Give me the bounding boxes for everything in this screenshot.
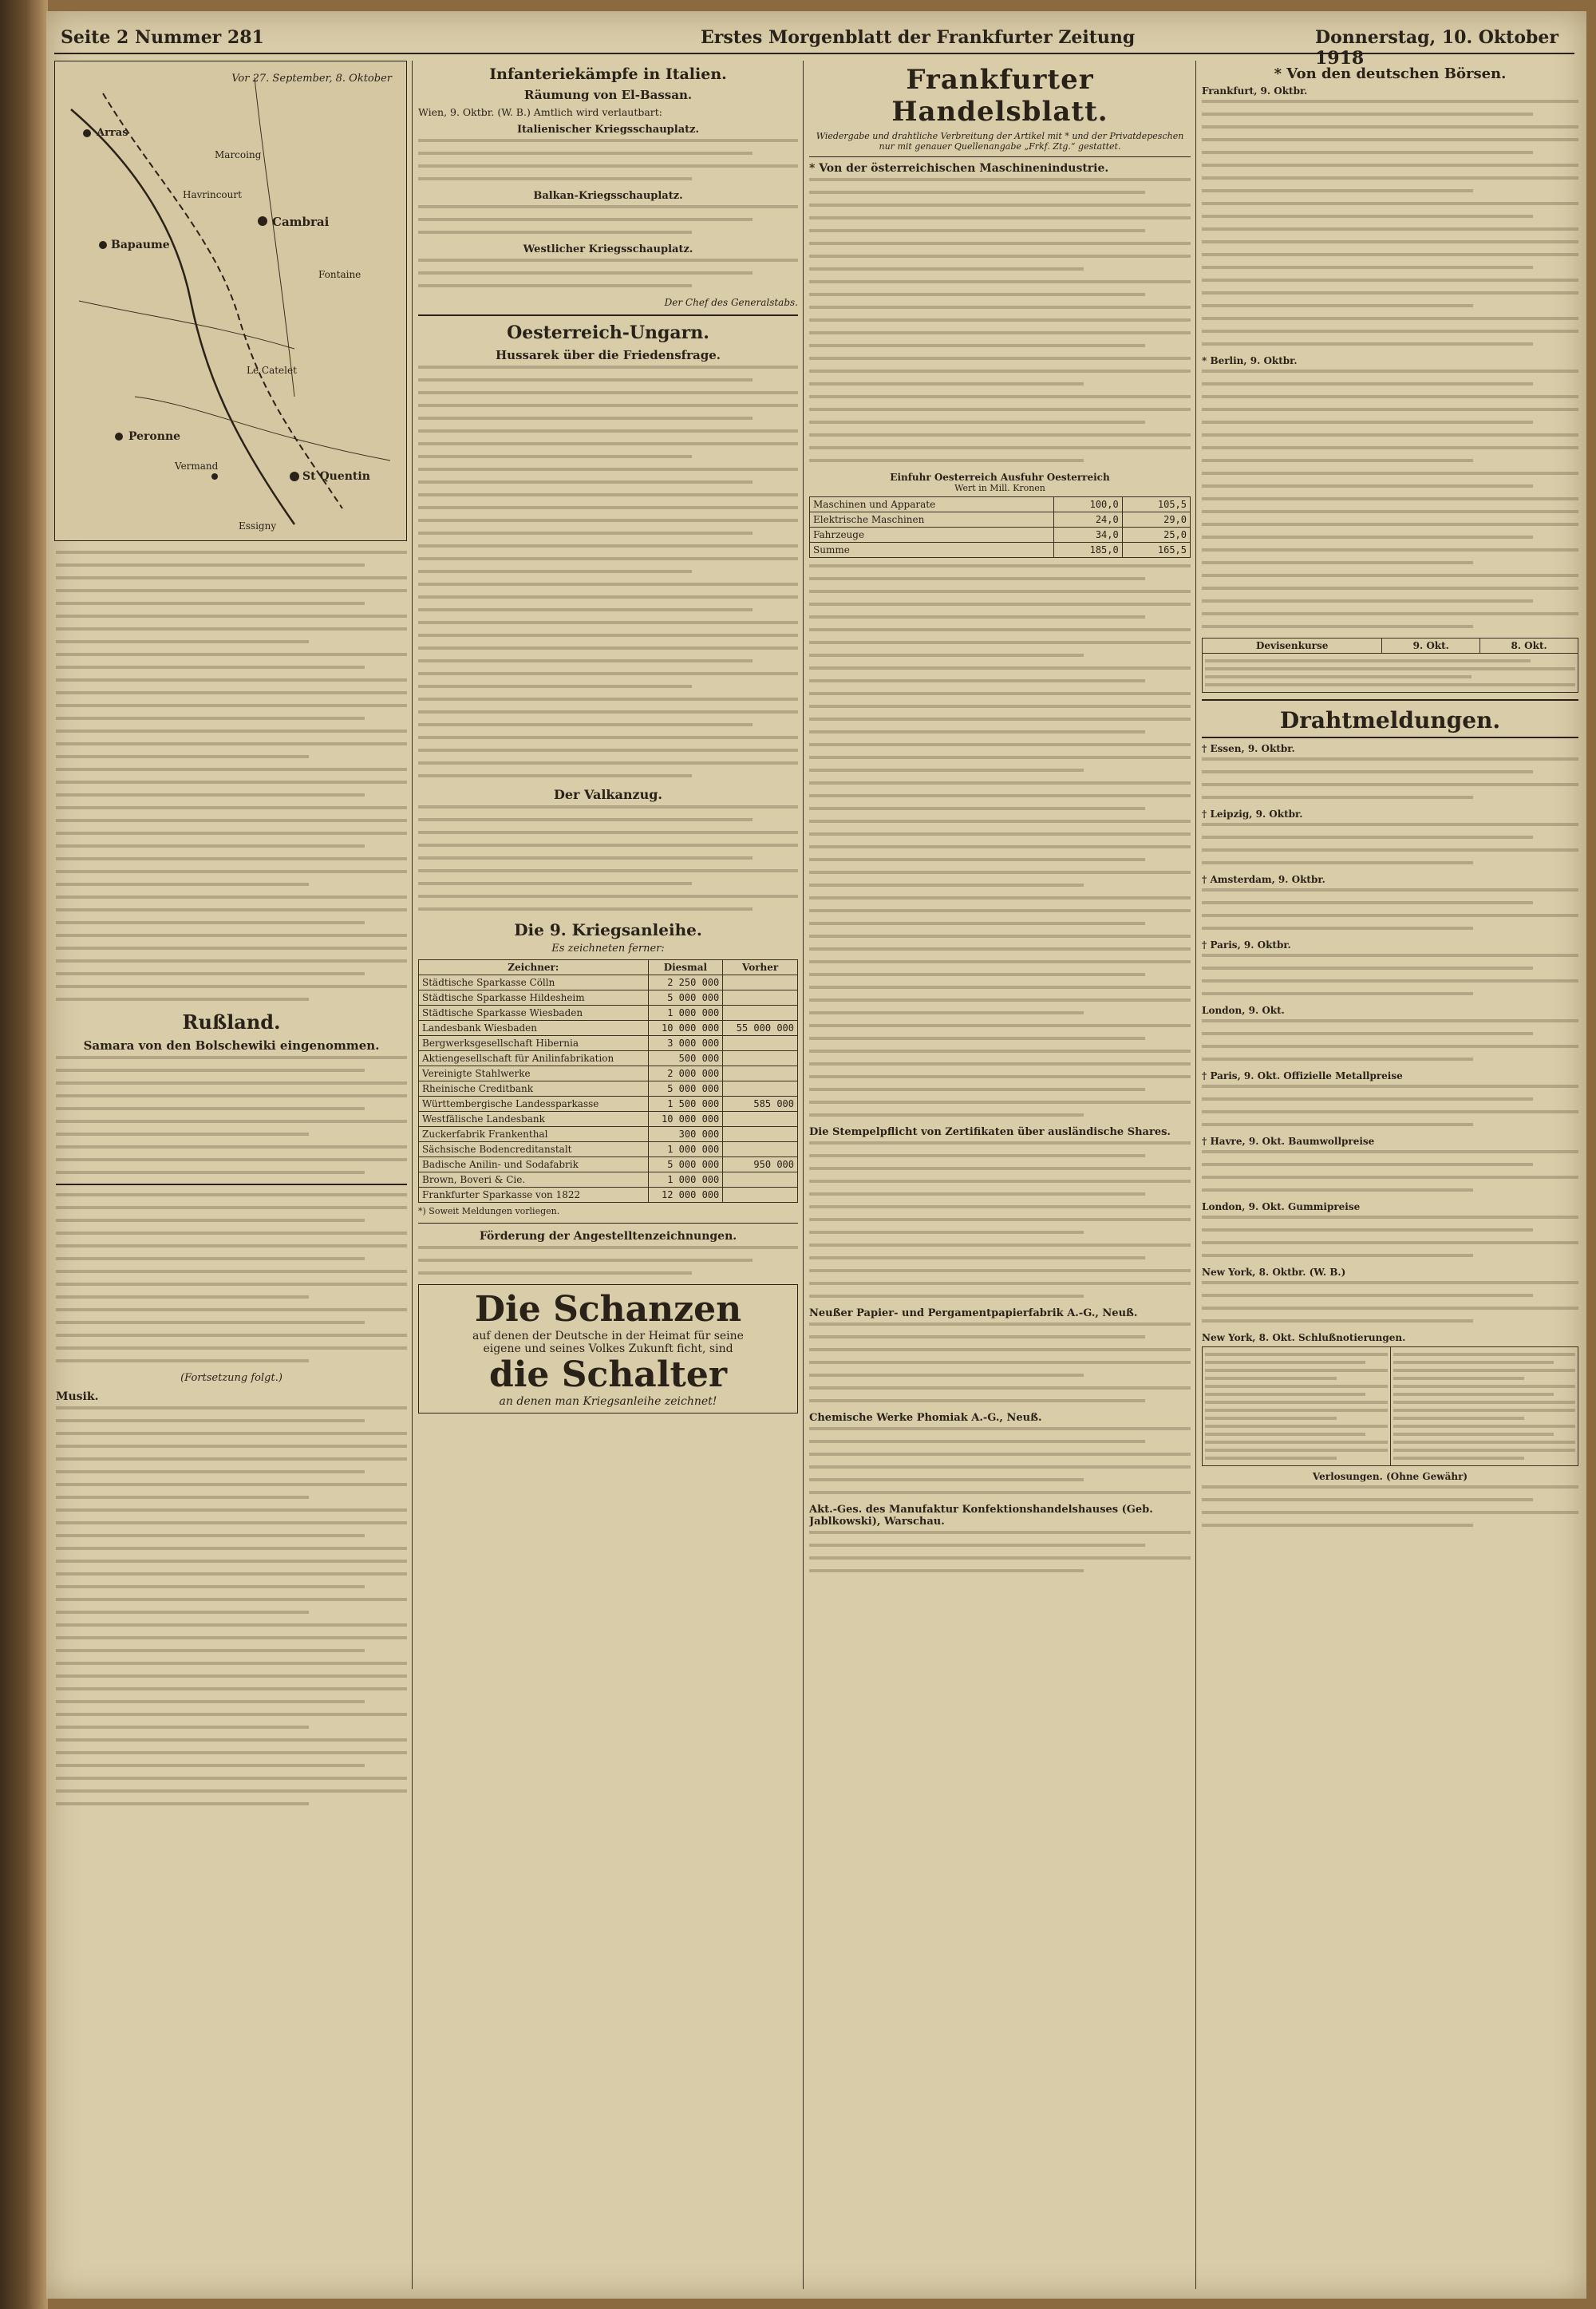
table-cell: 12 000 000 — [648, 1188, 723, 1203]
table-row — [419, 1097, 798, 1112]
table-cell: 1 000 000 — [648, 1006, 723, 1021]
article-body — [809, 1531, 1191, 1572]
loan-col-header: Diesmal — [648, 960, 723, 975]
advert-text: auf denen der Deutsche in der Heimat für seine — [472, 1330, 744, 1342]
dateline-frankfurt: Frankfurt, 9. Oktbr. — [1202, 85, 1308, 97]
article-title-papierfabrik: Neußer Papier- und Pergamentpapierfabrik A.-G., Neuß. — [809, 1307, 1138, 1319]
table-cell: Summe — [810, 543, 1054, 558]
loan-col-header: Zeichner: — [419, 960, 649, 975]
table-cell: 100,0 — [1054, 497, 1122, 512]
column-rule — [803, 61, 804, 2289]
wire-item-body — [1202, 1281, 1578, 1323]
map-label-le-catelet: Le Catelet — [247, 365, 297, 376]
closing-body — [1202, 1485, 1578, 1527]
war-loan-advert — [418, 1284, 798, 1413]
table-cell: 10 000 000 — [648, 1112, 723, 1127]
table-cell — [723, 1006, 798, 1021]
table-cell — [723, 1081, 798, 1097]
divider — [809, 156, 1191, 157]
table-cell: Städtische Sparkasse Hildesheim — [419, 990, 649, 1006]
column-rule — [412, 61, 413, 2289]
wire-item-body — [1202, 757, 1578, 799]
article-lead: Wien, 9. Oktbr. (W. B.) Amtlich wird verlautbart: — [418, 106, 663, 118]
table-cell: Bergwerksgesellschaft Hibernia — [419, 1036, 649, 1051]
table-cell — [723, 990, 798, 1006]
table-cell — [723, 1172, 798, 1188]
map-label-peronne: Peronne — [128, 430, 181, 443]
article-title-jablkowski: Akt.-Ges. des Manufaktur Konfektionshandelshauses (Geb. Jablkowski), Warschau. — [809, 1504, 1153, 1528]
column-2 — [418, 61, 798, 2289]
table-row — [419, 1127, 798, 1142]
section-west: Westlicher Kriegsschauplatz. — [523, 243, 693, 255]
music-body — [56, 1406, 407, 1805]
table-cell: Elektrische Maschinen — [810, 512, 1054, 528]
table-row — [419, 1006, 798, 1021]
article-body — [809, 1323, 1191, 1402]
article-title-balkanzug: Der Valkanzug. — [553, 787, 662, 802]
wire-item-body — [1202, 1085, 1578, 1126]
article-body — [418, 205, 798, 234]
loan-table-body — [419, 975, 798, 1203]
newspaper-page — [46, 11, 1586, 2299]
wire-item-body — [1202, 1150, 1578, 1192]
ny-closing-title: New York, 8. Okt. Schlußnotierungen. — [1202, 1332, 1406, 1343]
ny-table — [1202, 1346, 1578, 1466]
article-body — [1202, 100, 1578, 346]
book-binding — [0, 0, 48, 2309]
article-subtitle-hussarek: Hussarek über die Friedensfrage. — [495, 348, 721, 362]
wire-item-body — [1202, 888, 1578, 930]
handelsblatt-masthead: Frankfurter Handelsblatt. — [891, 64, 1108, 128]
table-cell: Landesbank Wiesbaden — [419, 1021, 649, 1036]
table-cell — [723, 1188, 798, 1203]
trade-table-title: Einfuhr Oesterreich Ausfuhr Oesterreich — [890, 472, 1110, 483]
table-row — [419, 1051, 798, 1066]
wire-news-list — [1202, 743, 1578, 1323]
table-cell: Vereinigte Stahlwerke — [419, 1066, 649, 1081]
table-row — [419, 1157, 798, 1172]
devisen-table — [1202, 638, 1578, 693]
table-cell: 165,5 — [1122, 543, 1190, 558]
table-cell: 1 000 000 — [648, 1172, 723, 1188]
table-cell: Städtische Sparkasse Cölln — [419, 975, 649, 990]
table-cell: 3 000 000 — [648, 1036, 723, 1051]
divider — [56, 1184, 407, 1185]
article-subtitle-samara: Samara von den Bolschewiki eingenommen. — [83, 1038, 380, 1053]
devisen-col-header: 8. Okt. — [1480, 639, 1578, 654]
loan-table — [418, 959, 798, 1203]
wire-item-body — [1202, 954, 1578, 995]
table-cell — [723, 1036, 798, 1051]
continued-note: (Fortsetzung folgt.) — [180, 1372, 282, 1384]
table-cell: Zuckerfabrik Frankenthal — [419, 1127, 649, 1142]
wire-item-dateline: † Havre, 9. Okt. Baumwollpreise — [1202, 1136, 1375, 1147]
article-body — [56, 1056, 407, 1174]
map-label-st-quentin: St Quentin — [302, 470, 370, 483]
table-cell: 10 000 000 — [648, 1021, 723, 1036]
feuilleton-body — [56, 1193, 407, 1362]
music-heading: Musik. — [56, 1390, 99, 1403]
divider — [1202, 699, 1578, 701]
article-signature: Der Chef des Generalstabs. — [664, 297, 798, 308]
loan-note: *) Soweit Meldungen vorliegen. — [418, 1206, 560, 1216]
reprint-notice: Wiedergabe und drahtliche Verbreitung der Artikel mit * und der Privatdepeschen nur mit genauer Quellenangabe „Frkf. Ztg.“ gestattet. — [816, 131, 1184, 152]
article-title-boersen: * Von den deutschen Börsen. — [1274, 65, 1507, 82]
table-cell: 2 250 000 — [648, 975, 723, 990]
table-cell: Westfälische Landesbank — [419, 1112, 649, 1127]
devisen-col-header: Devisenkurse — [1203, 639, 1382, 654]
table-row — [810, 497, 1191, 512]
wire-item-body — [1202, 823, 1578, 864]
paper-title: Erstes Morgenblatt der Frankfurter Zeitung — [701, 27, 1136, 48]
map-label-vermand: Vermand — [175, 461, 219, 472]
map-label-arras: Arras — [97, 127, 128, 139]
page-number: Seite 2 Nummer 281 — [61, 27, 264, 48]
table-cell — [723, 1112, 798, 1127]
closing-title: Verlosungen. (Ohne Gewähr) — [1312, 1471, 1468, 1482]
section-italy: Italienischer Kriegsschauplatz. — [516, 124, 700, 136]
header-rule — [54, 53, 1574, 54]
promo-body — [418, 1246, 798, 1275]
article-body — [809, 178, 1191, 462]
wire-item-dateline: New York, 8. Oktbr. (W. B.) — [1202, 1267, 1346, 1278]
table-cell: Sächsische Bodencreditanstalt — [419, 1142, 649, 1157]
table-cell: 185,0 — [1054, 543, 1122, 558]
table-cell — [723, 1051, 798, 1066]
table-cell: 300 000 — [648, 1127, 723, 1142]
front-map — [54, 61, 407, 541]
table-cell: Rheinische Creditbank — [419, 1081, 649, 1097]
loan-title: Die 9. Kriegsanleihe. — [514, 920, 702, 939]
table-cell: Württembergische Landessparkasse — [419, 1097, 649, 1112]
table-cell: Maschinen und Apparate — [810, 497, 1054, 512]
table-cell: Aktiengesellschaft für Anilinfabrikation — [419, 1051, 649, 1066]
table-row — [419, 1142, 798, 1157]
table-cell: Frankfurter Sparkasse von 1822 — [419, 1188, 649, 1203]
article-body — [418, 805, 798, 911]
advert-headline: die Schalter — [488, 1354, 728, 1395]
article-body — [809, 1141, 1191, 1298]
table-row — [419, 975, 798, 990]
divider — [418, 1223, 798, 1224]
table-cell: Fahrzeuge — [810, 528, 1054, 543]
devisen-col-header: 9. Okt. — [1382, 639, 1480, 654]
trade-table — [809, 496, 1191, 558]
wire-item-body — [1202, 1216, 1578, 1257]
wire-item-body — [1202, 1019, 1578, 1061]
table-cell: Städtische Sparkasse Wiesbaden — [419, 1006, 649, 1021]
article-title-oesterreich: Oesterreich-Ungarn. — [507, 322, 709, 343]
column-rule — [1195, 61, 1196, 2289]
table-cell: 25,0 — [1122, 528, 1190, 543]
wire-item-dateline: London, 9. Okt. — [1202, 1005, 1285, 1016]
map-label-marcoing: Marcoing — [215, 149, 262, 160]
wire-item-dateline: London, 9. Okt. Gummipreise — [1202, 1201, 1361, 1212]
column-1 — [56, 548, 407, 2289]
map-legend: Vor 27. September, 8. Oktober — [231, 73, 392, 85]
wire-item-dateline: † Essen, 9. Oktbr. — [1202, 743, 1295, 754]
article-subtitle-el-bassan: Räumung von El-Bassan. — [523, 88, 693, 102]
advert-text: an denen man Kriegsanleihe zeichnet! — [499, 1395, 717, 1408]
article-body — [418, 366, 798, 777]
map-label-essigny: Essigny — [239, 520, 277, 532]
wire-item-dateline: † Paris, 9. Okt. Offizielle Metallpreise — [1202, 1070, 1403, 1081]
article-body — [418, 139, 798, 180]
trade-table-unit: Wert in Mill. Kronen — [954, 483, 1045, 493]
map-label-bapaume: Bapaume — [111, 239, 170, 251]
article-body — [418, 259, 798, 287]
advert-text: eigene und seines Volkes Zukunft ficht, sind — [483, 1342, 733, 1355]
dateline-berlin: * Berlin, 9. Oktbr. — [1202, 355, 1298, 366]
table-row — [419, 1188, 798, 1203]
table-cell: 24,0 — [1054, 512, 1122, 528]
map-label-fontaine: Fontaine — [318, 269, 361, 280]
column-3 — [809, 61, 1191, 2289]
table-cell: 5 000 000 — [648, 1081, 723, 1097]
table-row — [419, 1021, 798, 1036]
table-cell — [723, 1127, 798, 1142]
table-cell: 29,0 — [1122, 512, 1190, 528]
table-cell — [723, 975, 798, 990]
table-cell: 2 000 000 — [648, 1066, 723, 1081]
table-cell: 105,5 — [1122, 497, 1190, 512]
page-header — [46, 19, 1586, 69]
table-cell: Brown, Boveri & Cie. — [419, 1172, 649, 1188]
article-body — [809, 564, 1191, 1117]
loan-subtitle: Es zeichneten ferner: — [551, 943, 665, 955]
table-cell: 34,0 — [1054, 528, 1122, 543]
table-row — [419, 1172, 798, 1188]
wire-news-title: Drahtmeldungen. — [1279, 707, 1501, 733]
article-body — [56, 551, 407, 1001]
table-cell: 1 500 000 — [648, 1097, 723, 1112]
wire-item-dateline: † Amsterdam, 9. Oktbr. — [1202, 874, 1325, 885]
article-title-stempelpflicht: Die Stempelpflicht von Zertifikaten über ausländische Shares. — [809, 1126, 1171, 1138]
table-row — [810, 528, 1191, 543]
table-row — [810, 543, 1191, 558]
promo-title: Förderung der Angestelltenzeichnungen. — [479, 1230, 737, 1243]
column-4 — [1202, 61, 1578, 2289]
table-cell: 5 000 000 — [648, 990, 723, 1006]
table-row — [419, 1036, 798, 1051]
table-cell: 950 000 — [723, 1157, 798, 1172]
table-cell: Badische Anilin- und Sodafabrik — [419, 1157, 649, 1172]
table-cell: 500 000 — [648, 1051, 723, 1066]
table-row — [810, 512, 1191, 528]
issue-date: Donnerstag, 10. Oktober 1918 — [1315, 27, 1558, 69]
wire-item-dateline: † Leipzig, 9. Oktbr. — [1202, 809, 1303, 820]
article-title-russland: Rußland. — [182, 1010, 281, 1034]
article-title-maschinenindustrie: * Von der österreichischen Maschinenindustrie. — [809, 162, 1109, 175]
table-cell: 55 000 000 — [723, 1021, 798, 1036]
table-cell: 585 000 — [723, 1097, 798, 1112]
map-label-havrincourt: Havrincourt — [183, 189, 242, 200]
article-title-italien: Infanteriekämpfe in Italien. — [489, 65, 727, 83]
table-cell — [723, 1066, 798, 1081]
table-cell — [723, 1142, 798, 1157]
article-body — [809, 1427, 1191, 1494]
table-cell: 5 000 000 — [648, 1157, 723, 1172]
map-label-cambrai: Cambrai — [272, 215, 330, 229]
divider — [1202, 737, 1578, 738]
wire-item-dateline: † Paris, 9. Oktbr. — [1202, 939, 1291, 951]
table-row — [419, 1066, 798, 1081]
advert-headline: Die Schanzen — [474, 1289, 742, 1330]
article-title-phomiak: Chemische Werke Phomiak A.-G., Neuß. — [809, 1412, 1042, 1424]
section-balkan: Balkan-Kriegsschauplatz. — [533, 190, 683, 202]
table-cell: 1 000 000 — [648, 1142, 723, 1157]
table-row — [419, 990, 798, 1006]
divider — [418, 314, 798, 316]
table-row — [419, 1112, 798, 1127]
article-body — [1202, 370, 1578, 628]
table-row — [419, 1081, 798, 1097]
loan-col-header: Vorher — [723, 960, 798, 975]
